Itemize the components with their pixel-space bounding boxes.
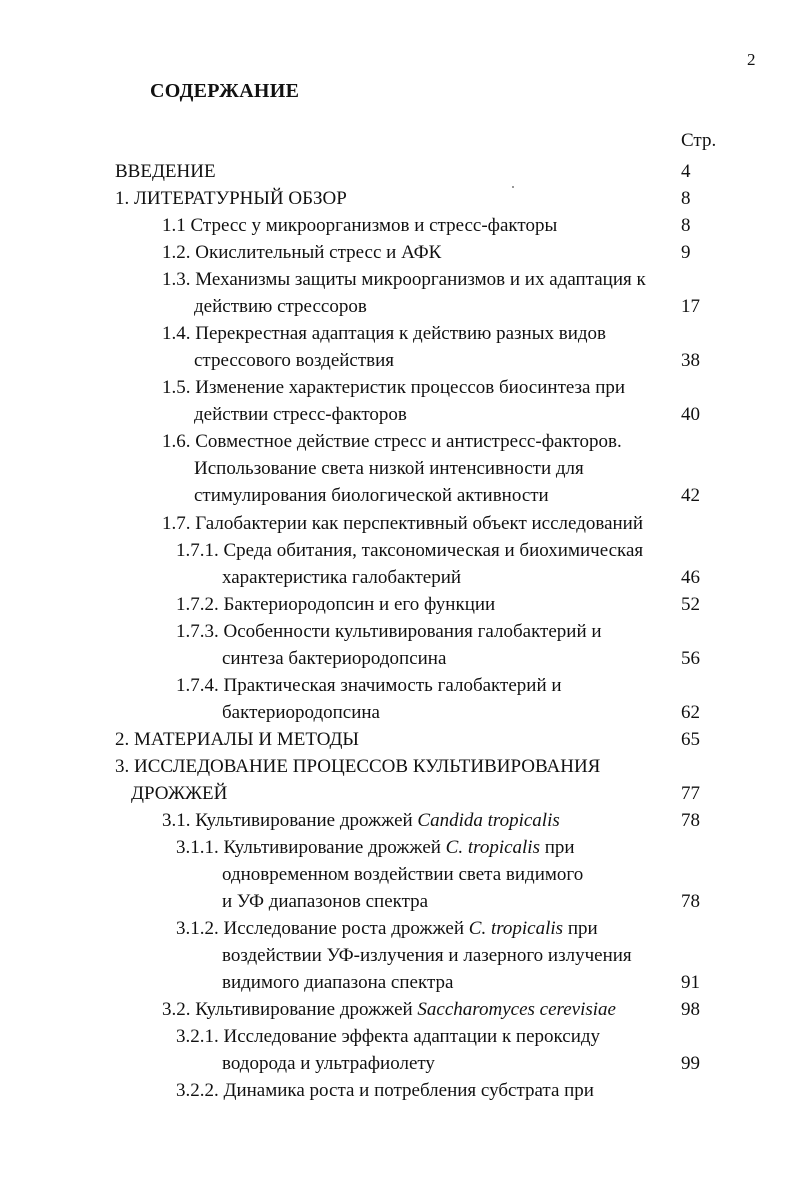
toc-page-number: 56 (681, 648, 700, 669)
toc-entry-line: ДРОЖЖЕЙ (131, 783, 228, 804)
toc-page-number: 91 (681, 972, 700, 993)
toc-entry-line: действию стрессоров (194, 296, 367, 317)
toc-entry-line: воздействии УФ-излучения и лазерного излучения (222, 945, 632, 966)
toc-entry-line: видимого диапазона спектра (222, 972, 454, 993)
toc-entry-line: характеристика галобактерий (222, 567, 462, 588)
toc-entry-line: 3.2.1. Исследование эффекта адаптации к пероксиду (176, 1026, 601, 1047)
toc-entry-line: 3.1.2. Исследование роста дрожжей C. tropicalis при (176, 918, 598, 939)
toc-entry-line: Использование света низкой интенсивности для (194, 458, 584, 479)
toc-entry-line: 1.1 Стресс у микроорганизмов и стресс-факторы (162, 215, 558, 236)
toc-entry-line: 2. МАТЕРИАЛЫ И МЕТОДЫ (115, 729, 360, 750)
toc-entry-line: 3.1. Культивирование дрожжей Candida tropicalis (162, 810, 560, 831)
toc-entry-line: 3.2.2. Динамика роста и потребления субстрата при (176, 1080, 594, 1101)
toc-entry-line: 1.5. Изменение характеристик процессов биосинтеза при (162, 377, 626, 398)
species-name: C. tropicalis (468, 918, 564, 939)
species-name: C. tropicalis (445, 837, 540, 858)
toc-entry-line: синтеза бактериородопсина (222, 648, 447, 669)
toc-page-number: 78 (681, 891, 700, 912)
toc-page-number: 8 (681, 215, 691, 236)
toc-page-number: 4 (681, 161, 691, 182)
toc-page-number: 77 (681, 783, 700, 804)
toc-page-number: 8 (681, 188, 691, 209)
species-name: Candida tropicalis (417, 810, 560, 831)
toc-entry-line: стрессового воздействия (194, 350, 395, 371)
toc-entry-line: 3.1.1. Культивирование дрожжей C. tropicalis при (176, 837, 575, 858)
toc-page-number: 52 (681, 594, 700, 615)
toc-entry-line: ВВЕДЕНИЕ (115, 161, 216, 182)
toc-entry-line: 1.2. Окислительный стресс и АФК (162, 242, 442, 263)
toc-entry-line: стимулирования биологической активности (194, 485, 549, 506)
toc-entry-line: 1.4. Перекрестная адаптация к действию разных видов (162, 323, 607, 344)
toc-entry-line: 1.7.3. Особенности культивирования галобактерий и (176, 621, 602, 642)
toc-entry-line: 1. ЛИТЕРАТУРНЫЙ ОБЗОР (115, 188, 347, 209)
toc-page-number: 17 (681, 296, 700, 317)
toc-entry-line: 1.7.2. Бактериородопсин и его функции (176, 594, 496, 615)
toc-entry-line: 1.7. Галобактерии как перспективный объект исследований (162, 513, 644, 534)
toc-page-number: 42 (681, 485, 700, 506)
toc-entry-line: 1.7.1. Среда обитания, таксономическая и биохимическая (176, 540, 644, 561)
toc-entry-line: водорода и ультрафиолету (222, 1053, 435, 1074)
toc-entry-line: 1.7.4. Практическая значимость галобактерий и (176, 675, 562, 696)
toc-entry-line: 1.6. Совместное действие стресс и антистресс-факторов. (162, 431, 622, 452)
toc-page-number: 46 (681, 567, 700, 588)
toc-entry-line: бактериородопсина (222, 702, 380, 723)
species-name: Saccharomyces cerevisiae (417, 999, 616, 1020)
toc-page-number: 99 (681, 1053, 700, 1074)
toc-page-number: 40 (681, 404, 700, 425)
toc-entry-line: действии стресс-факторов (194, 404, 407, 425)
toc-page-number: 78 (681, 810, 700, 831)
toc-page-number: 9 (681, 242, 691, 263)
toc-entry-line: одновременном воздействии света видимого (222, 864, 584, 885)
toc-entry-line: 3. ИССЛЕДОВАНИЕ ПРОЦЕССОВ КУЛЬТИВИРОВАНИЯ (115, 756, 601, 777)
toc-entry-line: и УФ диапазонов спектра (222, 891, 429, 912)
page-title: СОДЕРЖАНИЕ (150, 80, 300, 102)
toc-entry-line: 3.2. Культивирование дрожжей Saccharomyces cerevisiae (162, 999, 616, 1020)
toc-page-number: 98 (681, 999, 700, 1020)
toc-page-number: 65 (681, 729, 700, 750)
page-number: 2 (747, 50, 756, 69)
toc-page-number: 38 (681, 350, 700, 371)
toc-entry-line: 1.3. Механизмы защиты микроорганизмов и их адаптация к (162, 269, 646, 290)
toc-page-number: 62 (681, 702, 700, 723)
page-column-label: Стр. (681, 130, 717, 151)
